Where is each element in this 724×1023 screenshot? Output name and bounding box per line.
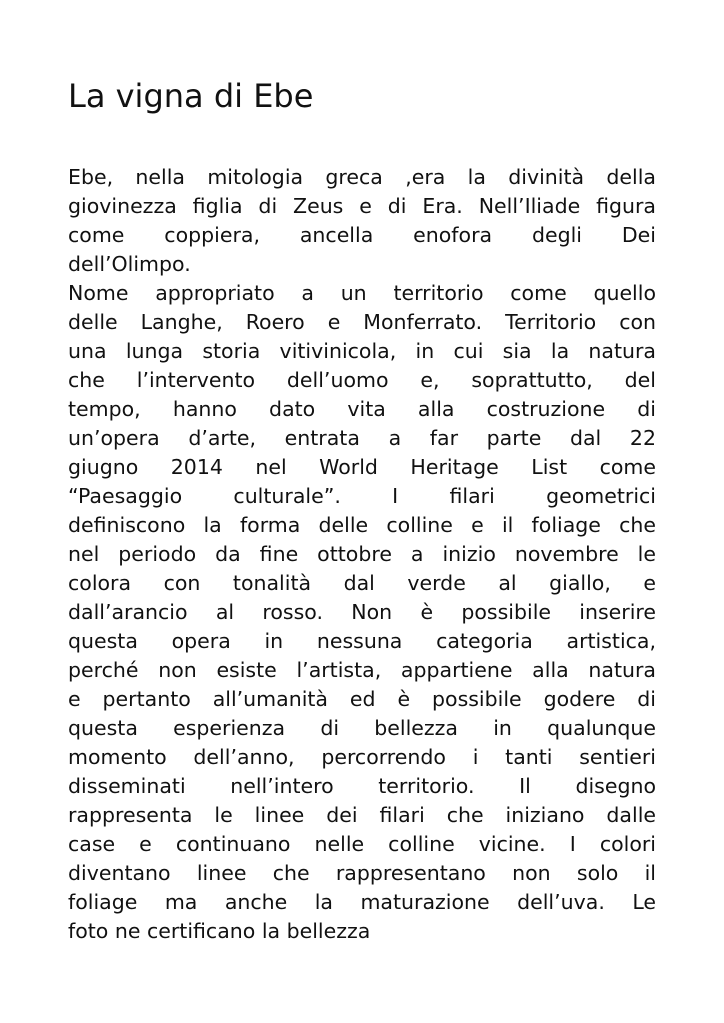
text-line: giovinezza figlia di Zeus e di Era. Nell’Iliade figura [68,194,656,218]
text-line: perché non esiste l’artista, appartiene alla natura [68,658,656,682]
text-line: case e continuano nelle colline vicine. I colori [68,832,656,856]
text-line: che l’intervento dell’uomo e, soprattutto, del [68,368,656,392]
text-line: “Paesaggio culturale”. I filari geometrici [68,484,656,508]
text-line: questa esperienza di bellezza in qualunque [68,716,656,740]
page-title: La vigna di Ebe [68,77,314,115]
text-line: definiscono la forma delle colline e il foliage che [68,513,656,537]
text-line: rappresenta le linee dei filari che iniziano dalle [68,803,656,827]
text-line: tempo, hanno dato vita alla costruzione di [68,397,656,421]
body-paragraph [68,163,656,946]
text-line: foto ne certificano la bellezza [68,919,371,943]
text-line: Ebe, nella mitologia greca ,era la divinità della [68,165,656,189]
text-line: una lunga storia vitivinicola, in cui sia la natura [68,339,656,363]
text-line: un’opera d’arte, entrata a far parte dal 22 [68,426,656,450]
text-line: momento dell’anno, percorrendo i tanti sentieri [68,745,656,769]
text-line: dell’Olimpo. [68,252,191,276]
text-line: Nome appropriato a un territorio come quello [68,281,656,305]
text-line: delle Langhe, Roero e Monferrato. Territorio con [68,310,656,334]
text-line: questa opera in nessuna categoria artistica, [68,629,656,653]
text-line: giugno 2014 nel World Heritage List come [68,455,656,479]
text-line: disseminati nell’intero territorio. Il disegno [68,774,656,798]
text-line: come coppiera, ancella enofora degli Dei [68,223,656,247]
text-line: e pertanto all’umanità ed è possibile godere di [68,687,656,711]
text-line: nel periodo da fine ottobre a inizio novembre le [68,542,656,566]
text-line: foliage ma anche la maturazione dell’uva. Le [68,890,656,914]
text-line: dall’arancio al rosso. Non è possibile inserire [68,600,656,624]
text-line: diventano linee che rappresentano non solo il [68,861,656,885]
text-line: colora con tonalità dal verde al giallo, e [68,571,656,595]
